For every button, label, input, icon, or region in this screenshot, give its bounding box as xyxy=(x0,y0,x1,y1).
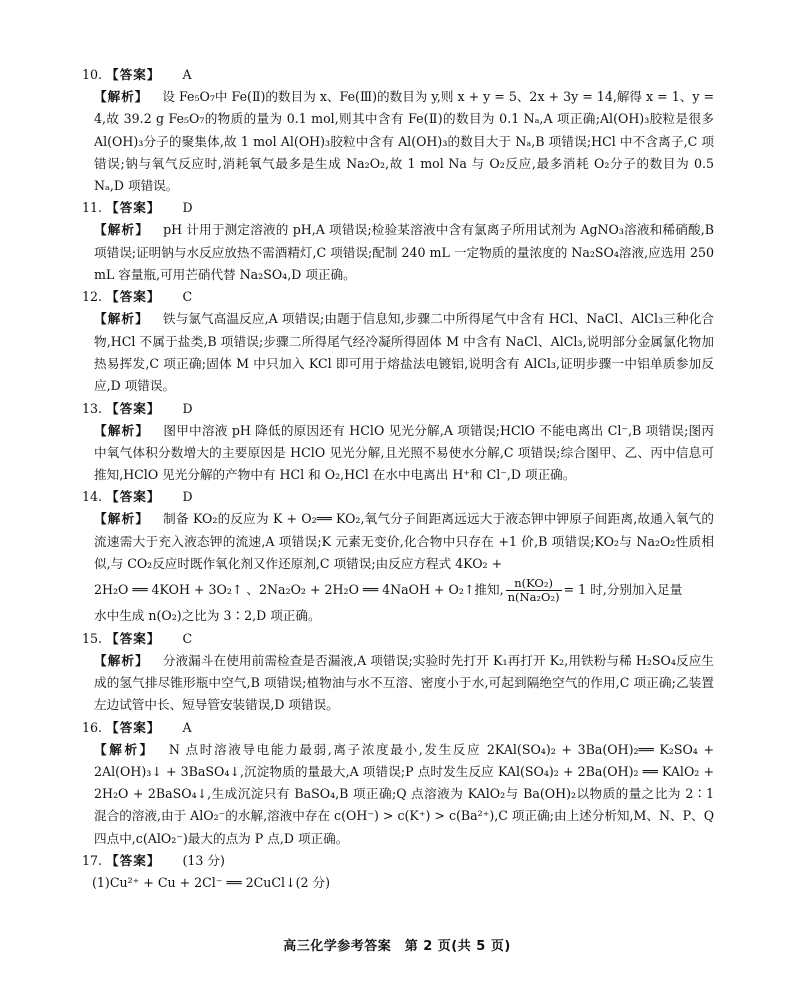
explanation-text: pH 计用于测定溶液的 pH,A 项错误;检验某溶液中含有氯离子所用试剂为 AgNO₃溶液和稀硝酸,B 项错误;证明钠与水反应放热不需酒精灯,C 项错误;配制 240 mL 一定物质的量浓度的 Na₂SO₄溶液,应选用 250 mL 容量瓶,可用芒硝代替 Na₂SO₄,D 项正确。 xyxy=(94,222,715,283)
explanation-tag: 【解析】 xyxy=(94,511,150,527)
question-13 xyxy=(82,398,714,487)
explanation xyxy=(82,420,714,487)
question-number: 10. xyxy=(82,67,103,82)
explanation-text: 设 Fe₅O₇中 Fe(Ⅱ)的数目为 x、Fe(Ⅲ)的数目为 y,则 x + y = 5、2x + 3y = 14,解得 x = 1、y = 4,故 39.2 g Fe₅O₇的物质的量为 0.1 mol,则其中含有 Fe(Ⅱ)的数目为 0.1 Nₐ,A 项正确;Al(OH)₃胶粒是很多 Al(OH)₃分子的聚集体,故 1 mol Al(OH)₃胶粒中含有 Al(OH)₃的数目大于 Nₐ,B 项错误;HCl 中不含离子,C 项错误;钠与氧气反应时,消耗氧气最多是生成 Na₂O₂,故 1 mol Na 与 O₂反应,最多消耗 O₂分子的数目为 0.5 Nₐ,D 项错误。 xyxy=(94,89,714,194)
equation-tail: = 1 时,分别加入足量 xyxy=(563,582,683,598)
explanation-conclusion: 水中生成 n(O₂)之比为 3∶2,D 项正确。 xyxy=(94,608,321,624)
answer-tag: 【答案】 xyxy=(106,67,161,82)
answer-tag: 【答案】 xyxy=(106,200,161,216)
equation-text: 2H₂O ══ 4KOH + 3O₂↑ 、2Na₂O₂ + 2H₂O ══ 4NaOH + O₂↑推知, xyxy=(94,582,504,598)
question-number: 17. xyxy=(82,853,103,869)
question-11 xyxy=(82,197,714,286)
explanation-text: 分液漏斗在使用前需检查是否漏液,A 项错误;实验时先打开 K₁再打开 K₂,用铁粉与稀 H₂SO₄反应生成的氢气排尽锥形瓶中空气,B 项错误;植物油与水不互溶、密度小于水,可起到隔绝空气的作用,C 项正确;乙装置左边试管中长、短导管安装错误,D 项错误。 xyxy=(94,652,715,713)
question-15 xyxy=(82,628,714,717)
explanation-text: N 点时溶液导电能力最弱,离子浓度最小,发生反应 2KAl(SO₄)₂ + 3Ba(OH)₂══ K₂SO₄ + 2Al(OH)₃↓ + 3BaSO₄↓,沉淀物质的量最大,A 项错误;P 点时发生反应 KAl(SO₄)₂ + 2Ba(OH)₂ ══ KAlO₂ + 2H₂O + 2BaSO₄↓,生成沉淀只有 BaSO₄,B 项正确;Q 点溶液为 KAlO₂与 Ba(OH)₂以物质的量之比为 2∶1 混合的溶液,由于 AlO₂⁻的水解,溶液中存在 c(OH⁻) > c(K⁺) > c(Ba²⁺),C 项正确;由上述分析知,M、N、P、Q 四点中,c(AlO₂⁻)最大的点为 P 点,D 项正确。 xyxy=(94,741,715,846)
answer-tag: 【答案】 xyxy=(106,853,161,869)
explanation-tag: 【解析】 xyxy=(94,741,155,757)
explanation xyxy=(82,308,714,397)
explanation-tag: 【解析】 xyxy=(94,89,149,104)
question-16 xyxy=(82,717,714,850)
explanation-tag: 【解析】 xyxy=(94,222,150,238)
answer-letter: A xyxy=(182,719,192,735)
fraction-numerator: n(KO₂) xyxy=(506,577,562,591)
explanation-tag: 【解析】 xyxy=(94,311,149,327)
answer-line xyxy=(82,628,714,650)
ratio-fraction xyxy=(506,577,562,604)
answer-letter: D xyxy=(182,200,193,216)
answer-content xyxy=(82,64,714,894)
question-14 xyxy=(82,486,714,627)
fraction-denominator: n(Na₂O₂) xyxy=(507,590,560,605)
answer-tag: 【答案】 xyxy=(106,289,161,305)
answer-letter: A xyxy=(182,67,192,82)
question-number: 15. xyxy=(82,630,103,646)
explanation xyxy=(82,86,714,197)
answer-tag: 【答案】 xyxy=(106,630,161,646)
answer-line xyxy=(82,486,714,508)
answer-line xyxy=(82,850,714,872)
question-number: 11. xyxy=(82,200,103,216)
answer-line xyxy=(82,717,714,739)
answer-score: (13 分) xyxy=(182,853,225,869)
explanation-text: 图甲中溶液 pH 降低的原因还有 HClO 见光分解,A 项错误;HClO 不能电离出 Cl⁻,B 项错误;图丙中氧气体积分数增大的主要原因是 HClO 见光分解,且光照不易使水分解,C 项错误;综合图甲、乙、丙中信息可推知,HClO 见光分解的产物中有 HCl 和 O₂,HCl 在水中电离出 H⁺和 Cl⁻,D 项正确。 xyxy=(94,422,714,483)
question-number: 13. xyxy=(82,400,103,416)
answer-line xyxy=(82,398,714,420)
answer-tag: 【答案】 xyxy=(106,489,161,505)
answer-letter: D xyxy=(182,400,193,416)
question-12 xyxy=(82,286,714,397)
answer-line xyxy=(82,197,714,219)
explanation-text: 制备 KO₂的反应为 K + O₂══ KO₂,氧气分子间距离远远大于液态钾中钾原子间距离,故通入氧气的流速需大于充入液态钾的流速,A 项错误;K 元素无变价,化合物中只存在 +1 价,B 项错误;KO₂与 Na₂O₂性质相似,与 CO₂反应时既作氧化剂又作还原剂,C 项错误;由反应方程式 4KO₂ + xyxy=(94,511,714,572)
answer-line xyxy=(82,286,714,308)
answer-letter: D xyxy=(182,489,193,505)
answer-line xyxy=(82,64,714,86)
explanation xyxy=(82,650,714,717)
explanation xyxy=(82,739,714,850)
explanation xyxy=(82,508,714,627)
question-number: 12. xyxy=(82,289,103,305)
answer-tag: 【答案】 xyxy=(106,719,161,735)
explanation-tag: 【解析】 xyxy=(94,422,150,438)
question-number: 14. xyxy=(82,489,103,505)
explanation-text: 铁与氯气高温反应,A 项错误;由题于信息知,步骤二中所得尾气中含有 HCl、NaCl、AlCl₃三种化合物,HCl 不属于盐类,B 项错误;步骤二所得尾气经冷凝所得固体 M 中含有 NaCl、AlCl₃,说明部分金属氯化物加热易挥发,C 项正确;固体 M 中只加入 KCl 即可用于熔盐法电镀铝,说明含有 AlCl₃,证明步骤一中铝单质参加反应,D 项错误。 xyxy=(94,311,715,394)
explanation xyxy=(82,219,714,286)
answer-letter: C xyxy=(182,630,193,646)
equation-line xyxy=(94,575,714,605)
answer-tag: 【答案】 xyxy=(106,400,161,416)
page-footer: 高三化学参考答案 第 2 页(共 5 页) xyxy=(283,939,511,954)
sub-answer-1: (1)Cu²⁺ + Cu + 2Cl⁻ ══ 2CuCl↓(2 分) xyxy=(92,875,331,891)
explanation-tag: 【解析】 xyxy=(94,652,149,668)
question-number: 16. xyxy=(82,719,103,735)
question-10 xyxy=(82,64,714,197)
answer-letter: C xyxy=(182,289,193,305)
question-17 xyxy=(82,850,714,894)
